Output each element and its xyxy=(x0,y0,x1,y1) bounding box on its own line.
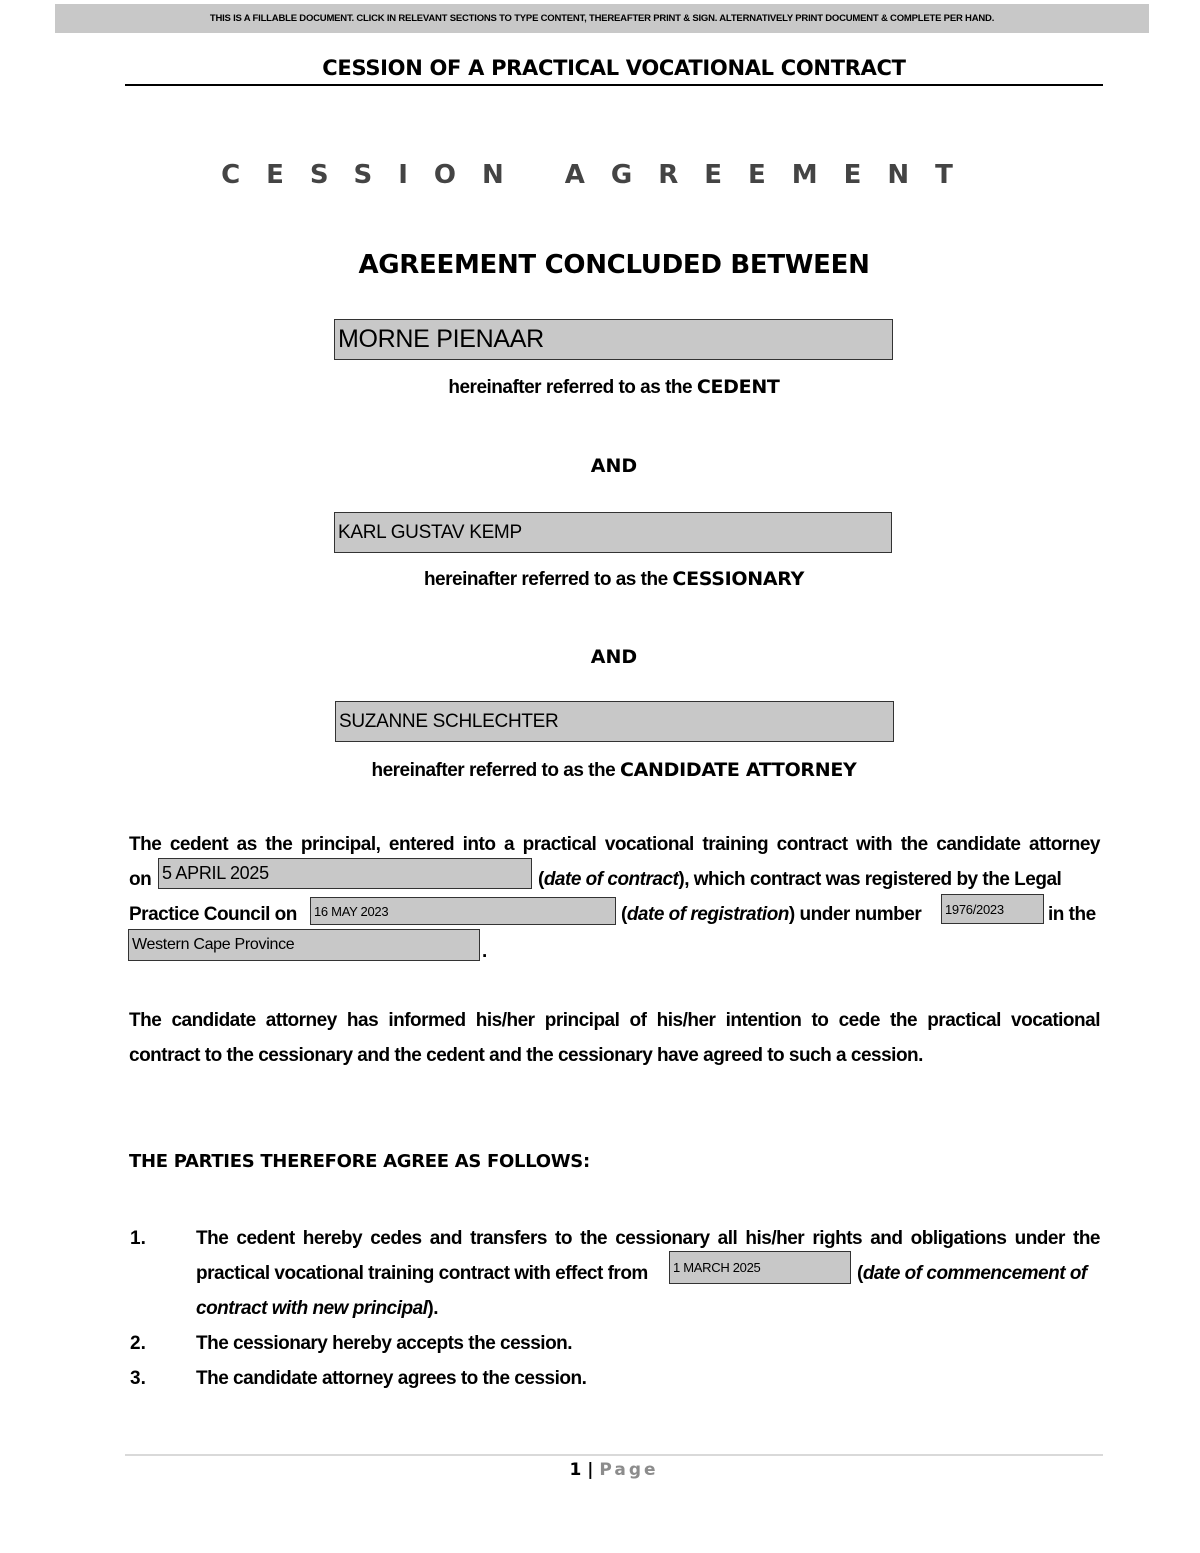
para2-line1: The candidate attorney has informed his/her principal of his/her intention to cede the practical vocational xyxy=(129,1010,1100,1031)
date-of-registration-label: date of registration xyxy=(626,904,789,925)
clause-2-text: The cessionary hereby accepts the cession. xyxy=(196,1333,573,1354)
and-separator-1: AND xyxy=(590,455,638,477)
cedent-name-field[interactable]: MORNE PIENAAR xyxy=(334,319,893,360)
candidate-caption xyxy=(0,759,1200,782)
cessionary-caption-text: hereinafter referred to as the xyxy=(423,569,673,590)
para1-on: on xyxy=(129,869,152,890)
cessionary-role: CESSIONARY xyxy=(672,568,805,590)
document-title: CESSION OF A PRACTICAL VOCATIONAL CONTRACT xyxy=(125,56,1103,86)
commencement-date-field[interactable]: 1 MARCH 2025 xyxy=(669,1251,851,1284)
cedent-role: CEDENT xyxy=(696,376,780,398)
parties-agree-heading: THE PARTIES THEREFORE AGREE AS FOLLOWS: xyxy=(129,1151,590,1172)
footer-divider xyxy=(125,1454,1103,1456)
clause-1-line2-end: (date of commencement of xyxy=(857,1263,1087,1284)
clause-3-number: 3. xyxy=(130,1368,146,1389)
cession-agreement-heading: CESSION AGREEMENT xyxy=(221,160,979,190)
clause-1-line3-end: ). xyxy=(427,1298,439,1319)
candidate-role: CANDIDATE ATTORNEY xyxy=(619,759,857,781)
cessionary-name-field[interactable]: KARL GUSTAV KEMP xyxy=(334,512,892,553)
clause-1-line1: The cedent hereby cedes and transfers to the cessionary all his/her rights and obligations under the xyxy=(196,1228,1100,1249)
para1-line3-middle: (date of registration) under number xyxy=(621,904,922,925)
cedent-caption xyxy=(0,376,1200,399)
para1-line2-text: (date of contract), which contract was registered by the Legal xyxy=(538,869,1062,890)
clause-2-number: 2. xyxy=(130,1333,146,1354)
date-of-contract-field[interactable]: 5 APRIL 2025 xyxy=(158,858,532,889)
page-number: 1 xyxy=(569,1460,582,1480)
page-label: Page xyxy=(599,1460,659,1480)
para1-line1: The cedent as the principal, entered into a practical vocational training contract with the candidate attorney xyxy=(129,834,1100,855)
clause-1-line3 xyxy=(196,1298,438,1320)
commencement-date-label: date of commencement of xyxy=(862,1263,1087,1284)
para1-period: . xyxy=(482,941,487,962)
date-of-contract-label: date of contract xyxy=(543,869,679,890)
new-principal-label: contract with new principal xyxy=(196,1298,428,1319)
and-separator-2: AND xyxy=(590,646,638,668)
date-of-registration-field[interactable]: 16 MAY 2023 xyxy=(310,897,616,925)
clause-1-line2: practical vocational training contract with effect from xyxy=(196,1263,648,1284)
clause-3-text: The candidate attorney agrees to the cession. xyxy=(196,1368,587,1389)
page-footer xyxy=(0,1460,1200,1480)
cedent-caption-text: hereinafter referred to as the xyxy=(448,377,697,398)
registration-number-field[interactable]: 1976/2023 xyxy=(941,894,1044,924)
para2-line2: contract to the cessionary and the cedent and the cessionary have agreed to such a cession. xyxy=(129,1045,923,1066)
para1-line3-end: in the xyxy=(1048,904,1096,925)
page-separator: | xyxy=(581,1460,600,1480)
province-field[interactable]: Western Cape Province xyxy=(128,929,480,961)
candidate-attorney-name-field[interactable]: SUZANNE SCHLECHTER xyxy=(335,701,894,742)
para1-line2-rest: , which contract was registered by the Legal xyxy=(684,869,1062,890)
para1-line3-start: Practice Council on xyxy=(129,904,297,925)
candidate-caption-text: hereinafter referred to as the xyxy=(371,760,620,781)
fillable-notice-banner: THIS IS A FILLABLE DOCUMENT. CLICK IN RELEVANT SECTIONS TO TYPE CONTENT, THEREAFTER PRINT & SIGN. ALTERNATIVELY PRINT DOCUMENT & COMPLETE PER HAND. xyxy=(55,4,1149,33)
para1-line3-mid: ) under number xyxy=(788,904,922,925)
cessionary-caption xyxy=(0,568,1200,591)
agreement-concluded-heading: AGREEMENT CONCLUDED BETWEEN xyxy=(358,250,870,280)
clause-1-number: 1. xyxy=(130,1228,146,1249)
